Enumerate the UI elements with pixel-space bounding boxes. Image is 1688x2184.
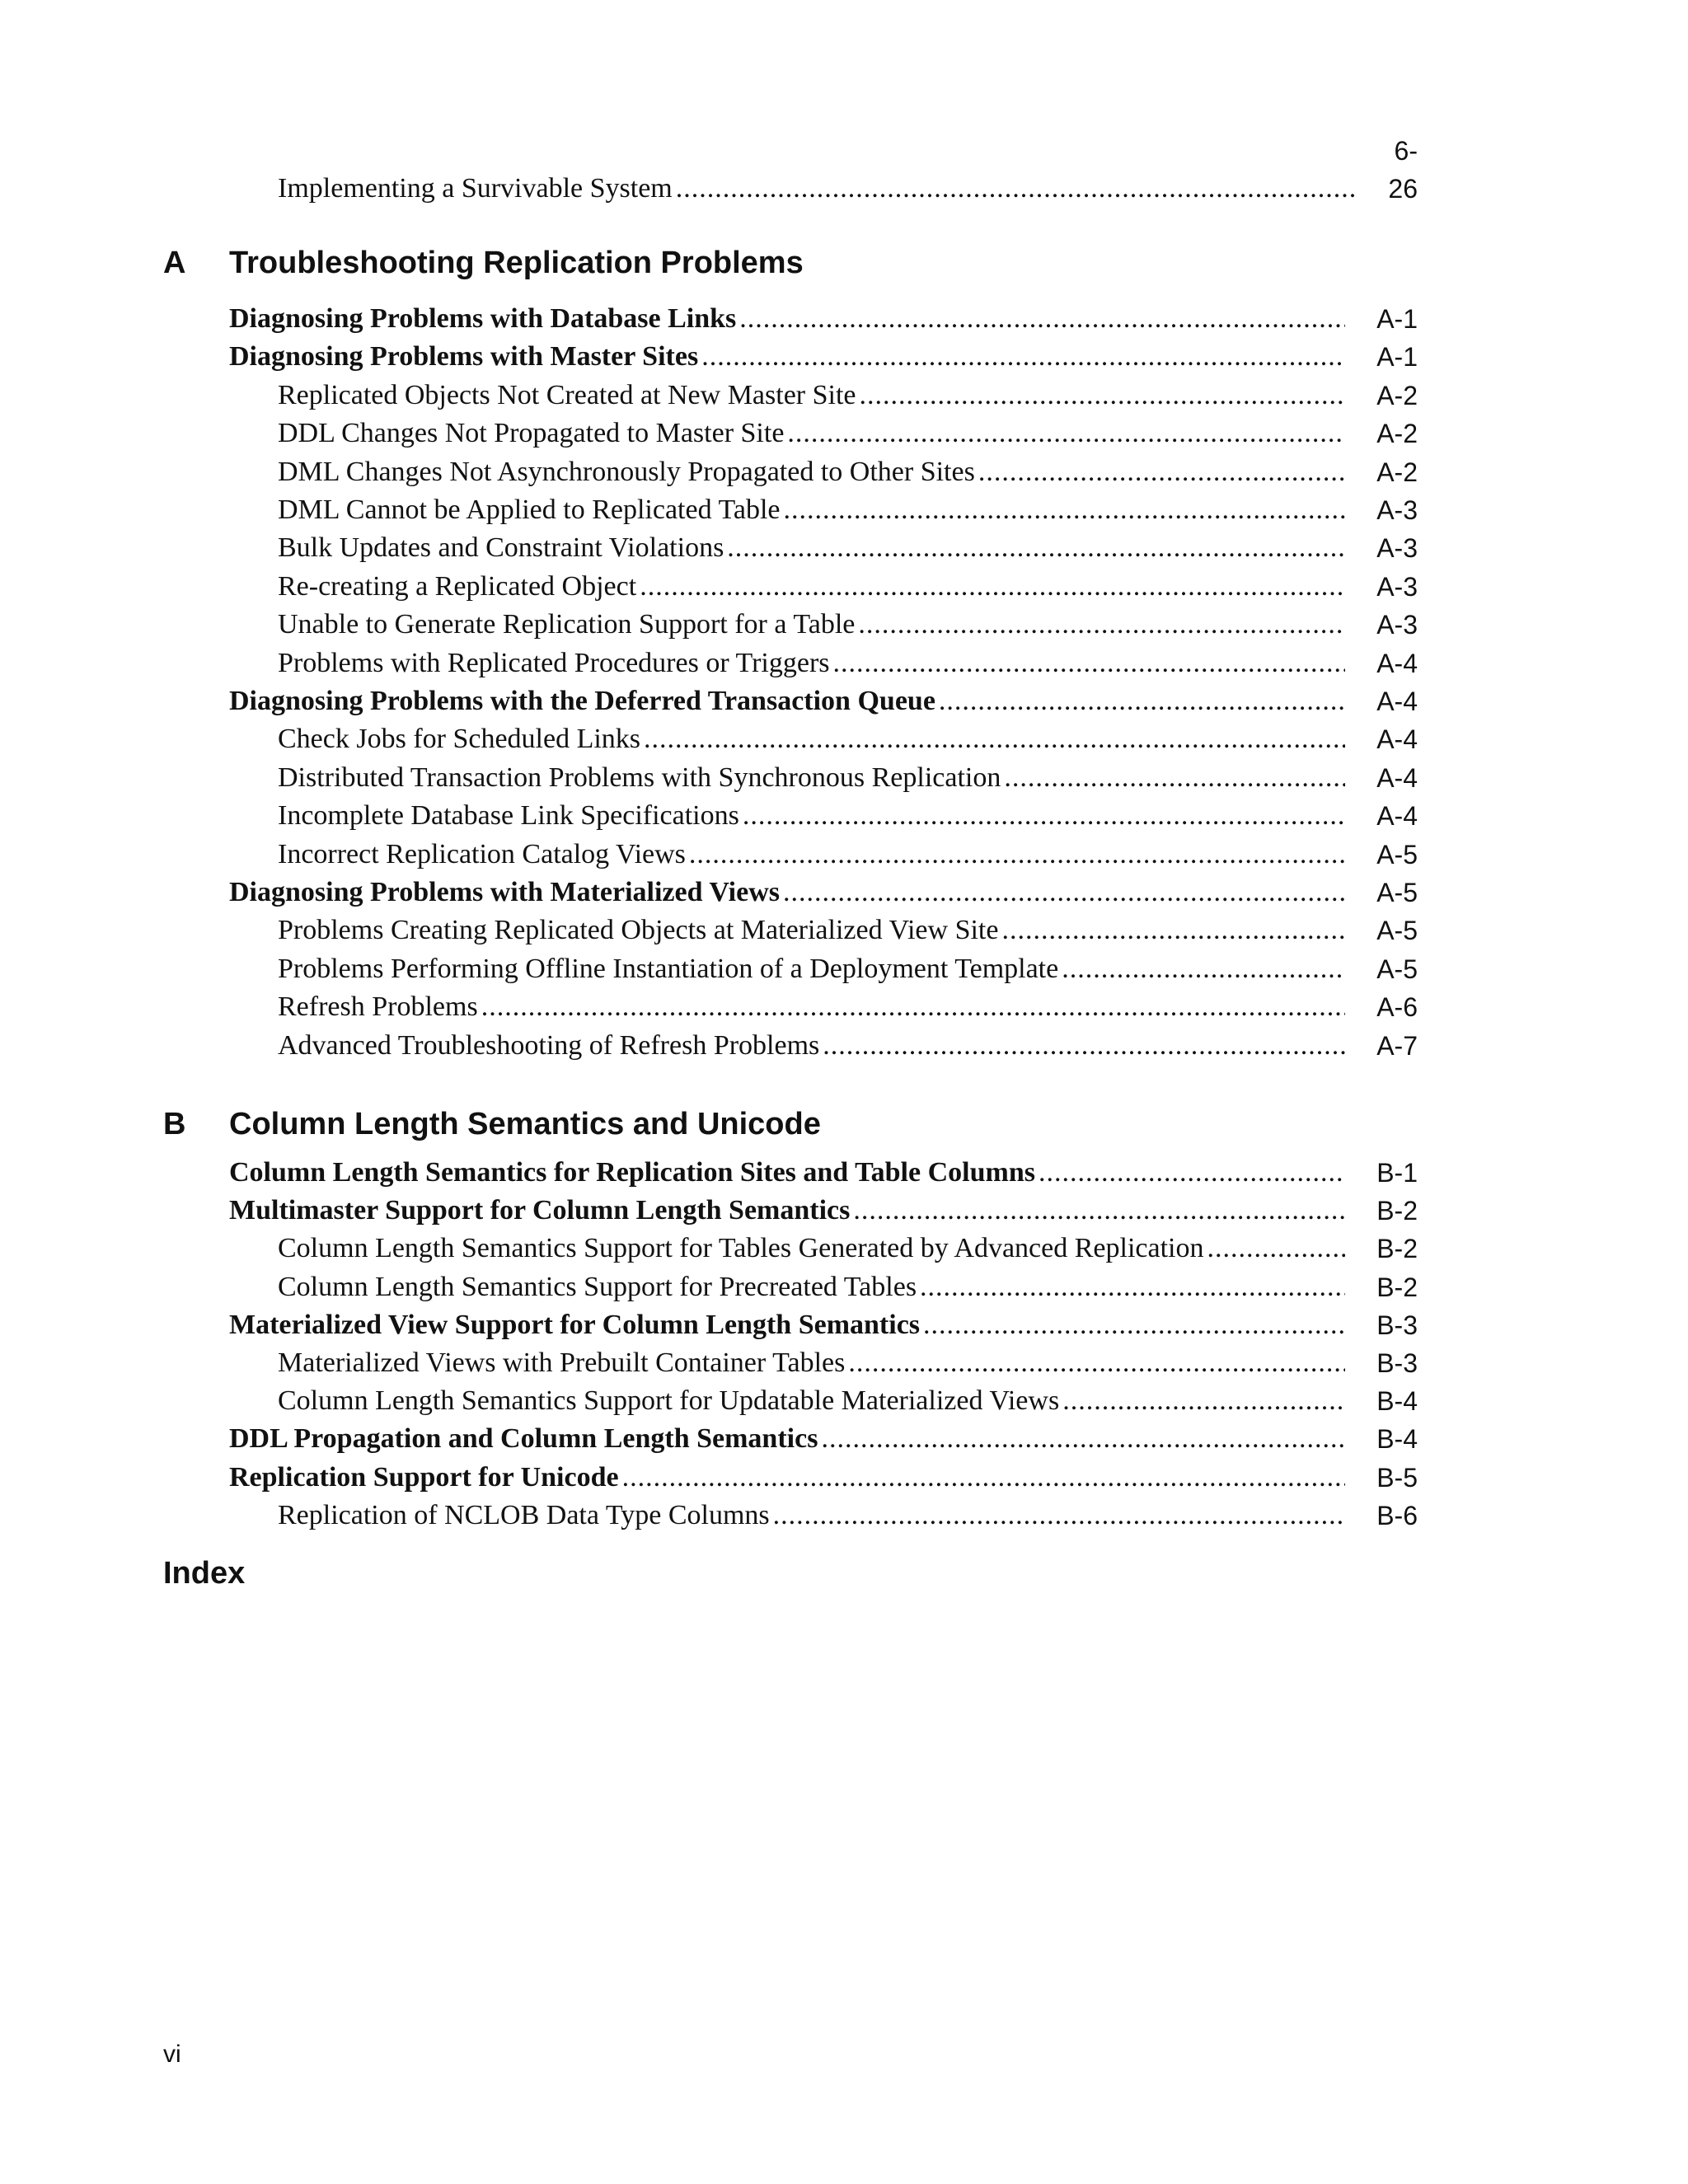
toc-entry[interactable] (278, 1230, 1418, 1268)
appendix-title: Troubleshooting Replication Problems (229, 246, 804, 280)
dot-leader (743, 797, 1345, 835)
toc-entry-page: A-3 (1376, 533, 1418, 564)
toc-entry-page: B-2 (1376, 1234, 1418, 1264)
toc-entry-label: Replication Support for Unicode (229, 1461, 619, 1493)
dot-leader (622, 1459, 1345, 1497)
toc-entry-label: Diagnosing Problems with Master Sites (229, 341, 699, 373)
toc-entry[interactable] (278, 950, 1418, 988)
toc-entry-page: A-6 (1376, 992, 1418, 1023)
toc-entry-label: Re-creating a Replicated Object (278, 570, 637, 602)
toc-entry[interactable] (229, 1192, 1418, 1230)
toc-entry[interactable] (278, 720, 1418, 758)
toc-entry[interactable] (278, 759, 1418, 797)
dot-leader (1004, 759, 1345, 797)
toc-entry[interactable] (229, 1420, 1418, 1458)
dot-leader (939, 682, 1345, 720)
dot-leader (853, 1192, 1345, 1230)
toc-entry-page: A-5 (1376, 878, 1418, 907)
toc-entry-page: A-2 (1376, 419, 1418, 449)
toc-entry[interactable] (278, 988, 1418, 1026)
dot-leader (923, 1306, 1345, 1344)
dot-leader (833, 644, 1345, 682)
dot-leader (701, 338, 1345, 376)
toc-entry-label: Problems Performing Offline Instantiation of a Deployment Template (278, 953, 1059, 984)
toc-entry-page: A-5 (1376, 839, 1418, 869)
toc-entry-page: A-5 (1376, 954, 1418, 984)
dot-leader (821, 1420, 1345, 1458)
dot-leader (1207, 1230, 1345, 1268)
toc-entry-label: Diagnosing Problems with Database Links (229, 303, 737, 334)
toc-entry-page: A-2 (1376, 380, 1418, 410)
toc-entry[interactable] (278, 912, 1418, 949)
toc-entry[interactable] (278, 1027, 1418, 1065)
toc-entry-label: DML Changes Not Asynchronously Propagated to Other Sites (278, 456, 975, 487)
toc-entry-label: DML Cannot be Applied to Replicated Table (278, 494, 781, 525)
toc-entry-label: Problems Creating Replicated Objects at Materialized View Site (278, 915, 999, 946)
toc-entry[interactable] (278, 644, 1418, 682)
toc-entry-label: Column Length Semantics Support for Precreated Tables (278, 1271, 917, 1302)
appendix-a-heading[interactable] (163, 246, 804, 281)
toc-entry-label: Replicated Objects Not Created at New Master Site (278, 379, 856, 410)
toc-entry[interactable] (278, 836, 1418, 874)
dot-leader (773, 1497, 1345, 1535)
toc-entry-page: 6-26 (1388, 136, 1418, 204)
toc-entry-label: DDL Propagation and Column Length Semantics (229, 1423, 818, 1455)
toc-entry-page: B-6 (1376, 1500, 1418, 1530)
toc-entry[interactable] (278, 606, 1418, 644)
toc-entry-label: Incomplete Database Link Specifications (278, 800, 739, 832)
toc-entry[interactable] (278, 797, 1418, 835)
dot-leader (1062, 950, 1345, 988)
toc-entry-label: Column Length Semantics Support for Updatable Materialized Views (278, 1385, 1060, 1417)
toc-entry[interactable] (229, 1154, 1418, 1192)
toc-entry-page: A-5 (1376, 916, 1418, 946)
toc-entry-page: A-3 (1376, 610, 1418, 640)
dot-leader (848, 1344, 1345, 1382)
page-number: vi (163, 2041, 181, 2068)
toc-entry-page: A-4 (1376, 648, 1418, 678)
dot-leader (676, 170, 1357, 208)
toc-entry-page: B-4 (1376, 1424, 1418, 1455)
toc-entry[interactable] (278, 415, 1418, 452)
appendix-title: Column Length Semantics and Unicode (229, 1107, 821, 1141)
toc-entry-label: Column Length Semantics for Replication Sites and Table Columns (229, 1157, 1035, 1188)
dot-leader (784, 491, 1346, 529)
dot-leader (920, 1268, 1345, 1306)
toc-entry-label: Refresh Problems (278, 991, 478, 1023)
dot-leader (858, 606, 1345, 644)
toc-entry-label: Multimaster Support for Column Length Semantics (229, 1195, 851, 1226)
dot-leader (644, 720, 1345, 758)
toc-entry-page: B-3 (1376, 1310, 1418, 1340)
toc-entry[interactable] (229, 682, 1418, 720)
toc-entry-page: A-1 (1376, 342, 1418, 373)
dot-leader (739, 300, 1345, 338)
toc-entry[interactable] (229, 300, 1418, 338)
toc-entry-page: A-4 (1376, 762, 1418, 793)
toc-entry-page: B-1 (1376, 1158, 1418, 1188)
toc-entry-page: A-3 (1376, 571, 1418, 602)
dot-leader (481, 988, 1345, 1026)
appendix-b-heading[interactable] (163, 1107, 821, 1142)
dot-leader (823, 1027, 1345, 1065)
appendix-letter: A (163, 246, 186, 280)
toc-entry-label: Replication of NCLOB Data Type Columns (278, 1499, 770, 1530)
toc-entry-label: DDL Changes Not Propagated to Master Site (278, 418, 785, 449)
dot-leader (783, 874, 1345, 912)
toc-entry-label: Materialized View Support for Column Length Semantics (229, 1309, 921, 1340)
toc-entry-label: Distributed Transaction Problems with Synchronous Replication (278, 762, 1001, 793)
toc-entry[interactable] (278, 1268, 1418, 1306)
dot-leader (1062, 1382, 1345, 1420)
toc-entry-label: Problems with Replicated Procedures or Triggers (278, 647, 830, 678)
toc-entry[interactable] (278, 453, 1418, 491)
toc-entry[interactable] (229, 874, 1418, 912)
dot-leader (1001, 912, 1345, 949)
toc-entry[interactable] (278, 491, 1418, 529)
toc-entry-page: B-3 (1376, 1348, 1418, 1378)
toc-entry[interactable] (229, 338, 1418, 376)
toc-entry-label: Advanced Troubleshooting of Refresh Problems (278, 1029, 820, 1061)
toc-entry-page: B-2 (1376, 1196, 1418, 1226)
toc-entry-label: Implementing a Survivable System (278, 173, 673, 204)
toc-entry-label: Materialized Views with Prebuilt Container Tables (278, 1347, 846, 1378)
dot-leader (978, 453, 1345, 491)
toc-entry-page: A-7 (1376, 1030, 1418, 1061)
toc-entry-page: A-4 (1376, 687, 1418, 716)
dot-leader (689, 836, 1345, 874)
toc-entry-page: A-4 (1376, 801, 1418, 832)
toc-entry-page: B-4 (1376, 1386, 1418, 1417)
toc-entry-label: Diagnosing Problems with the Deferred Transaction Queue (229, 686, 935, 716)
toc-entry-page: A-2 (1376, 457, 1418, 487)
toc-entry-label: Check Jobs for Scheduled Links (278, 724, 641, 755)
index-heading[interactable]: Index (163, 1556, 246, 1591)
toc-entry[interactable] (229, 1306, 1418, 1344)
dot-leader (860, 377, 1346, 415)
appendix-letter: B (163, 1107, 186, 1141)
toc-entry-page: B-2 (1376, 1272, 1418, 1302)
toc-entry[interactable] (278, 1382, 1418, 1420)
toc-entry-page: A-1 (1376, 304, 1418, 334)
toc-entry-label: Incorrect Replication Catalog Views (278, 838, 686, 869)
dot-leader (1039, 1154, 1345, 1192)
toc-entry-label: Unable to Generate Replication Support for a Table (278, 609, 856, 640)
dot-leader (640, 568, 1345, 606)
toc-entry-top[interactable] (278, 136, 1418, 208)
toc-entry[interactable] (278, 529, 1418, 567)
toc-entry-label: Column Length Semantics Support for Tables Generated by Advanced Replication (278, 1233, 1204, 1264)
toc-entry-page: A-4 (1376, 724, 1418, 755)
toc-entry-page: A-3 (1376, 495, 1418, 525)
toc-entry[interactable] (278, 568, 1418, 606)
toc-entry[interactable] (278, 1497, 1418, 1535)
toc-entry-label: Bulk Updates and Constraint Violations (278, 532, 724, 564)
toc-entry[interactable] (278, 1344, 1418, 1382)
toc-entry-page: B-5 (1376, 1462, 1418, 1493)
toc-entry[interactable] (278, 377, 1418, 415)
toc-entry-label: Diagnosing Problems with Materialized Views (229, 877, 780, 907)
dot-leader (787, 415, 1345, 452)
toc-entry[interactable] (229, 1459, 1418, 1497)
dot-leader (727, 529, 1345, 567)
